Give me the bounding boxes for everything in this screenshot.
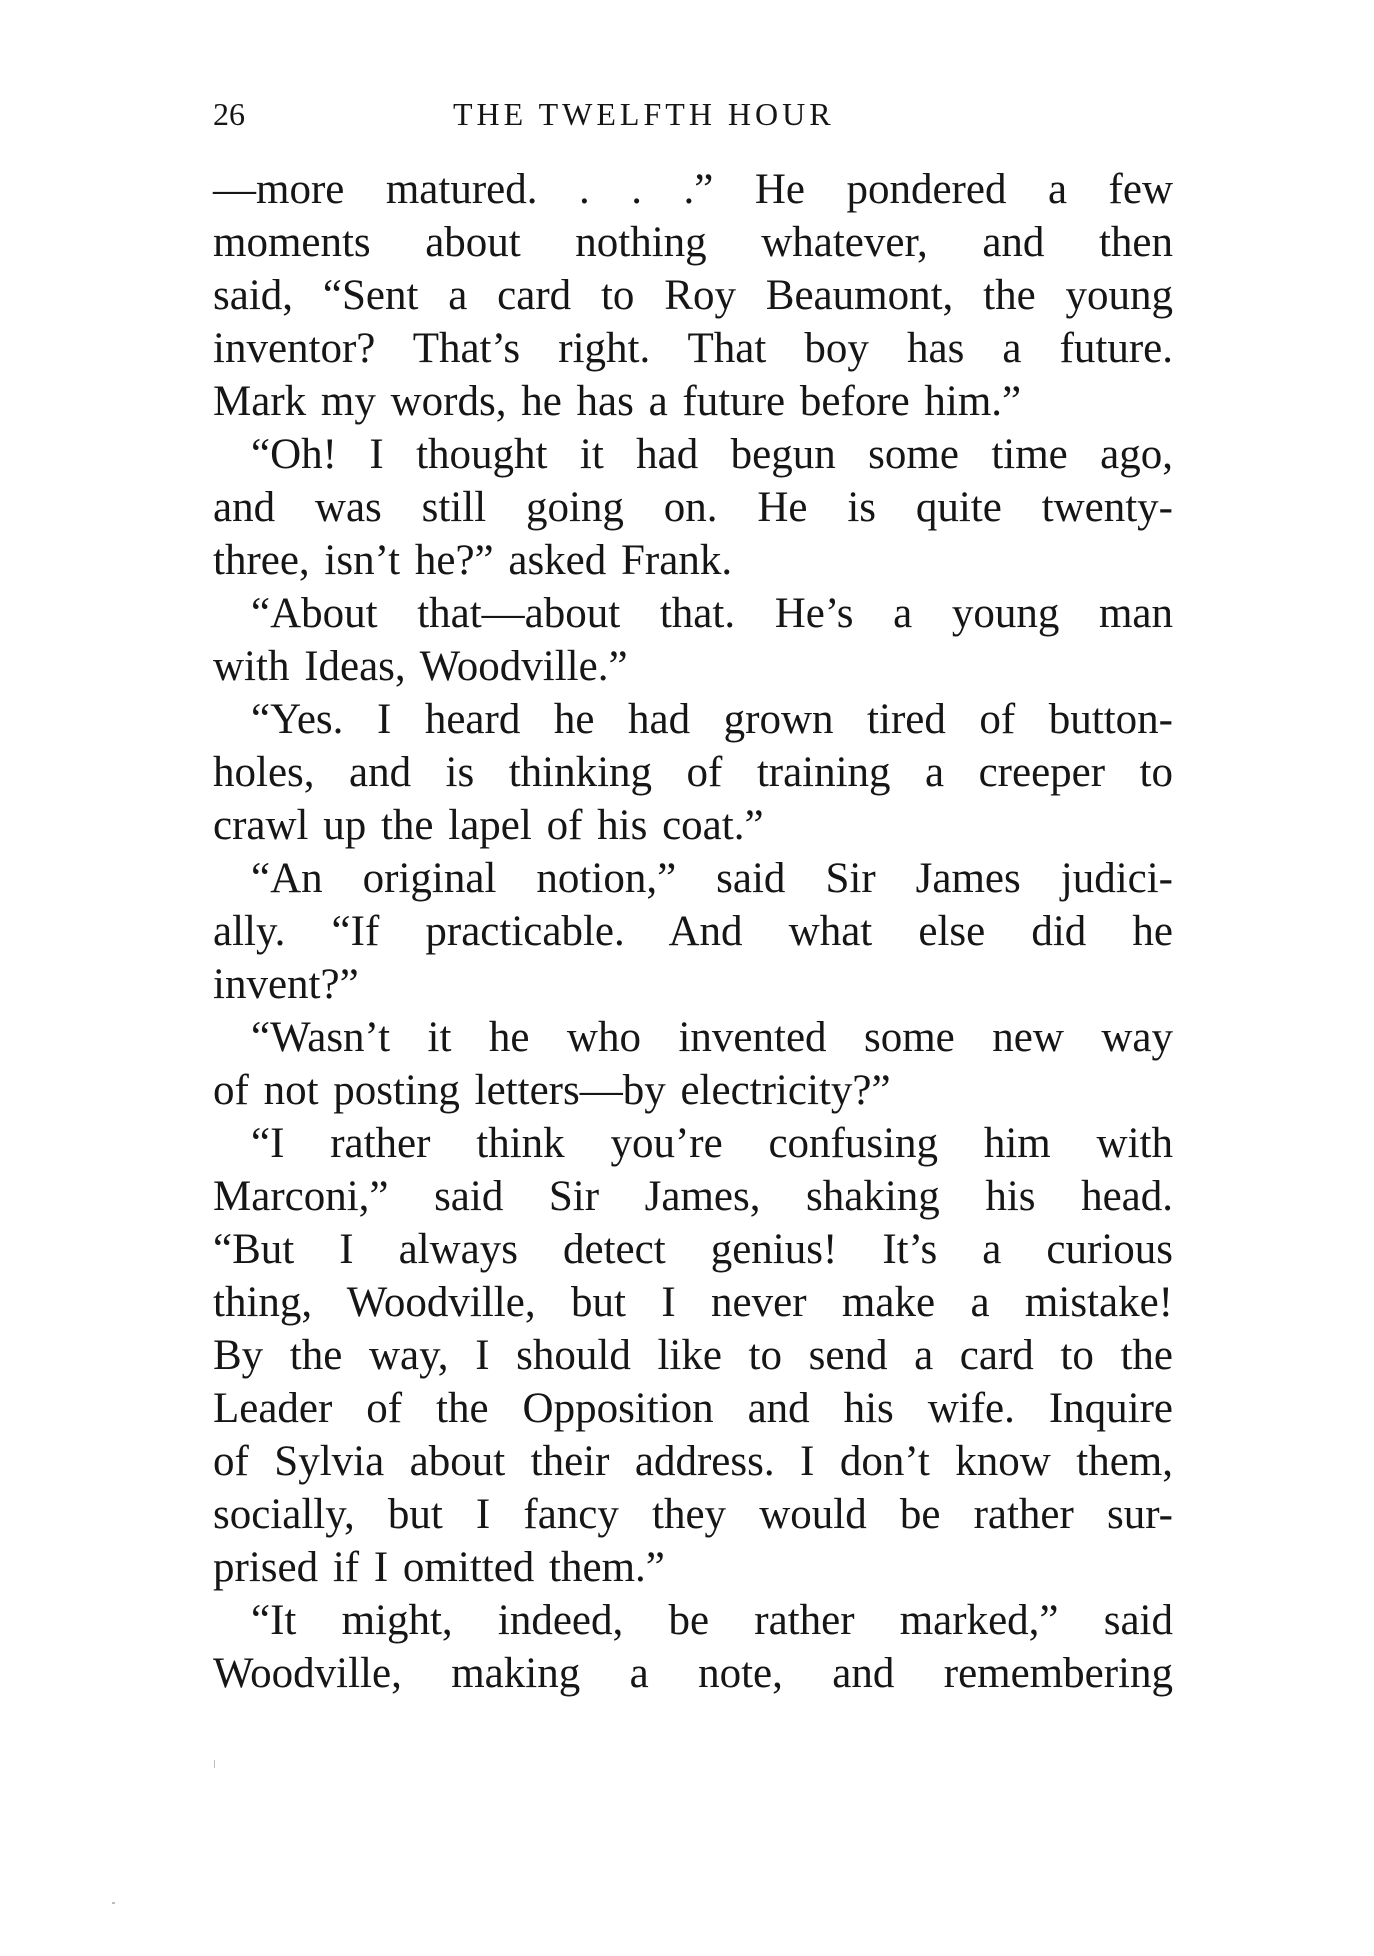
- text-line: [213, 534, 1173, 587]
- text-line: [213, 1117, 1173, 1170]
- text-line: [213, 1647, 1173, 1700]
- text-line-content: By the way, I should like to send a card to the: [213, 1332, 1173, 1379]
- text-line: [213, 1382, 1173, 1435]
- text-line: [213, 428, 1173, 481]
- text-line: [213, 1064, 1173, 1117]
- scan-speck: [214, 1760, 215, 1768]
- text-line-content: three, isn’t he?” asked Frank.: [213, 537, 733, 584]
- text-line: [213, 1276, 1173, 1329]
- text-line: [213, 1435, 1173, 1488]
- text-line-content: “An original notion,” said Sir James judici-: [251, 855, 1173, 902]
- text-line-content: Mark my words, he has a future before him.”: [213, 378, 1022, 425]
- text-line: [213, 269, 1173, 322]
- text-line: [213, 958, 1173, 1011]
- text-line: [213, 905, 1173, 958]
- text-line: [213, 1488, 1173, 1541]
- text-line: [213, 216, 1173, 269]
- text-line-content: inventor? That’s right. That boy has a future.: [213, 325, 1173, 372]
- text-line-content: Marconi,” said Sir James, shaking his head.: [213, 1173, 1173, 1220]
- text-line: [213, 1541, 1173, 1594]
- text-line-content: Woodville, making a note, and remembering: [213, 1650, 1173, 1697]
- text-line-content: of not posting letters—by electricity?”: [213, 1067, 891, 1114]
- text-line-content: “It might, indeed, be rather marked,” said: [251, 1597, 1173, 1644]
- text-line-content: said, “Sent a card to Roy Beaumont, the young: [213, 272, 1173, 319]
- text-line: [213, 1329, 1173, 1382]
- text-line: [213, 1223, 1173, 1276]
- text-line-content: ally. “If practicable. And what else did he: [213, 908, 1173, 955]
- scan-speck: [112, 1902, 115, 1904]
- text-line-content: and was still going on. He is quite twenty-: [213, 484, 1173, 531]
- text-line-content: of Sylvia about their address. I don’t know them,: [213, 1438, 1173, 1485]
- text-line-content: “But I always detect genius! It’s a curious: [213, 1226, 1173, 1273]
- text-line-content: thing, Woodville, but I never make a mistake!: [213, 1279, 1173, 1326]
- text-line-content: crawl up the lapel of his coat.”: [213, 802, 764, 849]
- running-title: THE TWELFTH HOUR: [453, 96, 835, 132]
- text-line-content: socially, but I fancy they would be rather sur-: [213, 1491, 1173, 1538]
- text-line-content: Leader of the Opposition and his wife. Inquire: [213, 1385, 1173, 1432]
- text-line: [213, 693, 1173, 746]
- text-line: [213, 746, 1173, 799]
- text-line: [213, 1011, 1173, 1064]
- text-line-content: prised if I omitted them.”: [213, 1544, 665, 1591]
- text-line: [213, 481, 1173, 534]
- page-number: 26: [213, 96, 245, 132]
- text-line-content: moments about nothing whatever, and then: [213, 219, 1173, 266]
- text-line: [213, 375, 1173, 428]
- text-line: [213, 322, 1173, 375]
- text-line-content: “Yes. I heard he had grown tired of button-: [251, 696, 1173, 743]
- text-line-content: with Ideas, Woodville.”: [213, 643, 628, 690]
- text-line-content: “Oh! I thought it had begun some time ago,: [251, 431, 1173, 478]
- text-line: [213, 163, 1173, 216]
- body-text: [213, 163, 1173, 1700]
- text-line: [213, 640, 1173, 693]
- text-line: [213, 852, 1173, 905]
- text-line-content: holes, and is thinking of training a creeper to: [213, 749, 1173, 796]
- text-line-content: “I rather think you’re confusing him with: [251, 1120, 1173, 1167]
- text-line-content: —more matured. . . .” He pondered a few: [213, 166, 1173, 213]
- text-line: [213, 1594, 1173, 1647]
- text-line: [213, 587, 1173, 640]
- text-line: [213, 799, 1173, 852]
- text-line-content: “About that—about that. He’s a young man: [251, 590, 1173, 637]
- text-line-content: “Wasn’t it he who invented some new way: [251, 1014, 1173, 1061]
- running-header: [213, 96, 1173, 140]
- text-line-content: invent?”: [213, 961, 359, 1008]
- text-line: [213, 1170, 1173, 1223]
